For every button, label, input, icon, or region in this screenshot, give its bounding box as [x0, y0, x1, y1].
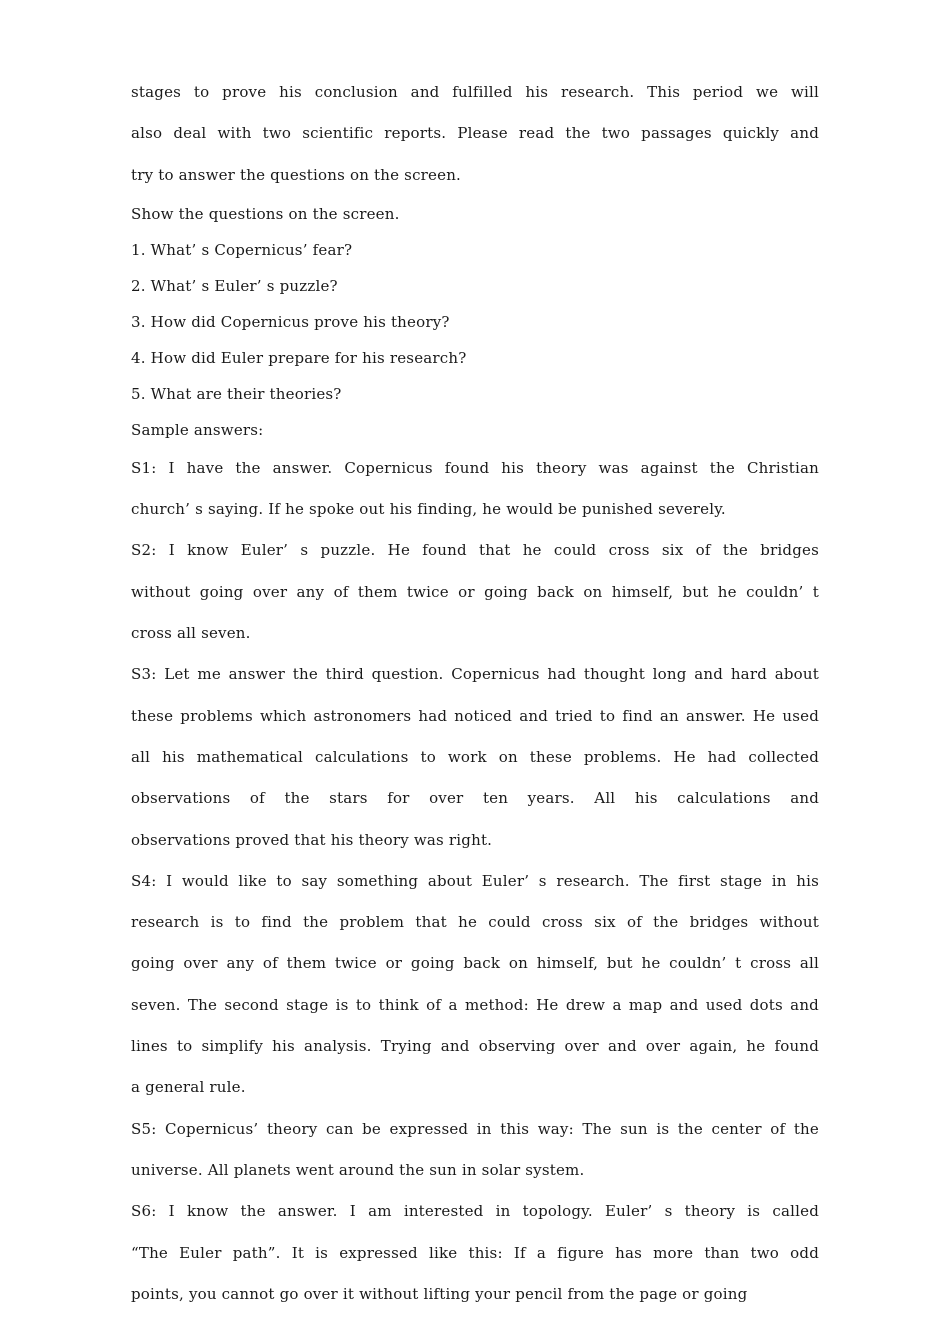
paragraph-line: S3: Let me answer the third question. Copernicus had thought long and hard about: [131, 665, 819, 684]
paragraph-line: seven. The second stage is to think of a method: He drew a map and used dots and: [131, 995, 819, 1014]
paragraph-line: S5: Copernicus’ theory can be expressed in this way: The sun is the center of the: [131, 1119, 819, 1138]
paragraph-line: try to answer the questions on the screen.: [131, 165, 462, 184]
paragraph-line: S4: I would like to say something about Euler’ s research. The first stage in his: [131, 871, 819, 890]
paragraph-line: without going over any of them twice or going back on himself, but he couldn’ t: [131, 582, 819, 601]
paragraph-line: S6: I know the answer. I am interested in topology. Euler’ s theory is called: [131, 1202, 819, 1221]
paragraph-line: S1: I have the answer. Copernicus found his theory was against the Christian: [131, 458, 819, 477]
paragraph-line: points, you cannot go over it without lifting your pencil from the page or going: [131, 1284, 748, 1303]
paragraph-line: research is to find the problem that he could cross six of the bridges without: [131, 913, 819, 932]
paragraph-line: observations of the stars for over ten years. All his calculations and: [131, 789, 819, 808]
paragraph-line: all his mathematical calculations to work on these problems. He had collected: [131, 747, 819, 766]
paragraph-line: 2. What’ s Euler’ s puzzle?: [131, 276, 338, 295]
paragraph-line: cross all seven.: [131, 624, 251, 643]
document-page: [131, 72, 819, 1315]
paragraph-line: a general rule.: [131, 1078, 246, 1097]
paragraph-line: going over any of them twice or going back on himself, but he couldn’ t cross all: [131, 954, 819, 973]
paragraph-line: lines to simplify his analysis. Trying and observing over and over again, he found: [131, 1037, 819, 1056]
paragraph-line: 5. What are their theories?: [131, 384, 342, 403]
paragraph-line: also deal with two scientific reports. Please read the two passages quickly and: [131, 124, 819, 143]
paragraph-line: stages to prove his conclusion and fulfilled his research. This period we will: [131, 83, 819, 101]
paragraph-line: 3. How did Copernicus prove his theory?: [131, 312, 450, 331]
paragraph-line: 1. What’ s Copernicus’ fear?: [131, 240, 353, 259]
paragraph-line: church’ s saying. If he spoke out his finding, he would be punished severely.: [131, 500, 726, 519]
paragraph-line: S2: I know Euler’ s puzzle. He found that he could cross six of the bridges: [131, 541, 819, 560]
paragraph-line: “The Euler path”. It is expressed like this: If a figure has more than two odd: [131, 1243, 819, 1262]
paragraph-line: 4. How did Euler prepare for his research?: [131, 348, 467, 367]
paragraph-line: Show the questions on the screen.: [131, 204, 400, 223]
paragraph-line: observations proved that his theory was right.: [131, 830, 493, 849]
paragraph-line: Sample answers:: [131, 420, 264, 439]
paragraph-line: these problems which astronomers had noticed and tried to find an answer. He used: [131, 706, 819, 725]
paragraph-line: universe. All planets went around the sun in solar system.: [131, 1160, 585, 1179]
